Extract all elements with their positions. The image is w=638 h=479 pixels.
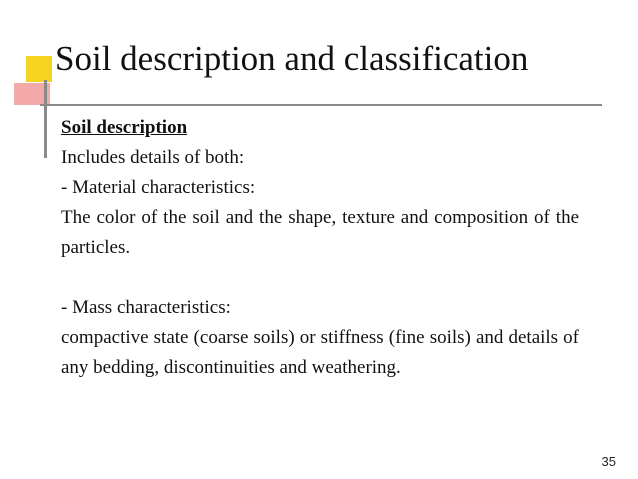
decorative-vertical-rule — [44, 80, 47, 158]
mass-description: compactive state (coarse soils) or stiffness (fine soils) and details of any bedding, discontinuities and weathering. — [61, 327, 579, 378]
material-description: The color of the soil and the shape, texture and composition of the particles. — [61, 207, 579, 258]
slide-body — [61, 113, 579, 383]
section-subheading: Soil description — [61, 117, 188, 138]
mass-heading: - Mass characteristics: — [61, 297, 231, 318]
slide-title: Soil description and classification — [55, 39, 529, 78]
intro-line: Includes details of both: — [61, 147, 245, 168]
material-heading: - Material characteristics: — [61, 177, 256, 198]
title-underline-rule — [40, 104, 602, 106]
paragraph-spacer — [61, 263, 579, 293]
decorative-yellow-square — [26, 56, 52, 82]
slide-number: 35 — [601, 454, 616, 469]
